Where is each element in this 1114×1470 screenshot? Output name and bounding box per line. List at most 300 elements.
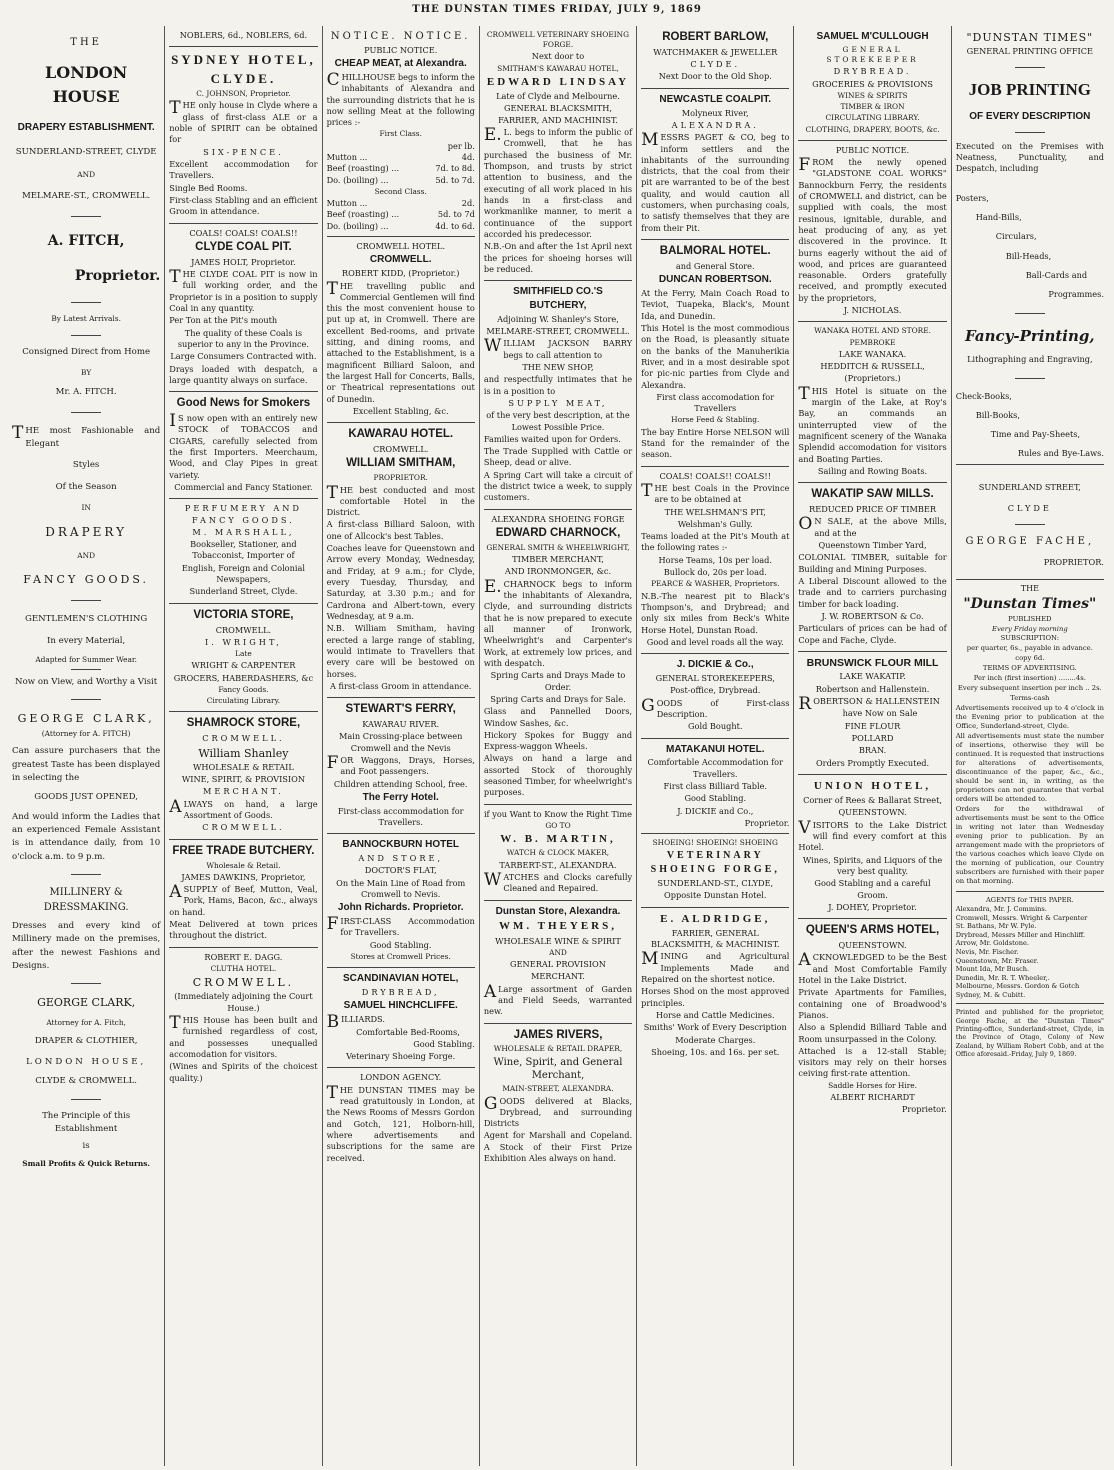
ad-line: Robertson and Hallenstein. [815, 683, 930, 694]
ad-line: Small Profits & Quick Returns. [22, 1158, 150, 1168]
ad-line: LONDON AGENCY. [360, 1072, 442, 1083]
ad-text: N.B.-The nearest pit to Black's Thompson's, and Drybread; and only six miles from Beck's White Horse Hotel, Dunstan Road. [641, 590, 790, 635]
column-1 [8, 26, 165, 1466]
ad-line: Lithographing and Engraving, [967, 354, 1093, 365]
ad-text: Agent for Marshall and Copeland. A Stock of their First Prize Exhibition Ales always on hand. [483, 1130, 633, 1164]
ad-heading: John Richards. Proprietor. [337, 902, 464, 914]
ad-heading: SMITHFIELD CO.'S BUTCHERY, [513, 286, 603, 311]
ad-text: E.CHARNOCK begs to inform the inhabitants of Alexandra, Clyde, and surrounding districts that he is now prepared to execute all manner of Ironwork, Wheelwright's and Carpenter's Work, at extremely low prices, and with despatch. [483, 576, 633, 668]
ad-line: First class accomodation for Travellers [656, 391, 775, 414]
ad-line: JAMES HOLT, Proprietor. [191, 256, 296, 267]
ad-text: ALarge assortment of Garden and Field Seeds, warranted new. [483, 981, 633, 1017]
smithfield-butchery-ad [484, 281, 632, 510]
ad-line: Circulating Library. [206, 696, 281, 706]
wanaka-hotel-ad [798, 322, 946, 483]
price-row [327, 198, 475, 209]
ad-line: COALS! COALS!! COALS!! [659, 470, 771, 481]
ad-line: J. W. ROBERTSON & Co. [821, 610, 924, 621]
ad-line: Good Stabling. [369, 939, 432, 950]
price-row [327, 152, 475, 163]
agent-item: Sydney, M. & Cubitt. [955, 990, 1026, 999]
column-3 [323, 26, 480, 1466]
price-value: 4d. [461, 152, 475, 162]
ad-line: CROMWELL VETERINARY SHOEING FORGE. [486, 30, 630, 50]
ad-heading: WAKATIP SAW MILLS. [811, 488, 934, 501]
kawarau-hotel-ad [327, 423, 475, 698]
ad-text: WATCHES and Clocks carefully Cleaned and Repaired. [483, 869, 633, 894]
ad-line: CLYDE & CROMWELL. [35, 1076, 138, 1087]
ad-line: Late of Clyde and Melbourne. [496, 91, 620, 102]
ad-line: (Immediately adjoining the Court House.) [174, 991, 313, 1013]
queens-arms-hotel-ad [798, 919, 946, 1119]
ad-text: MINING and Agricultural Implements Made and Repaired on the shortest notice. [641, 949, 790, 985]
ad-line: NOBLERS, 6d., NOBLERS, 6d. [179, 30, 308, 40]
ad-heading: VETERINARY SHOEING FORGE, [650, 850, 780, 876]
dunstan-store-ad [484, 901, 632, 1024]
ad-line: SUNDERLAND-ST., CLYDE, [657, 878, 774, 889]
ad-text: Always on hand a large and assorted Stock of thoroughly seasoned Timber, for wheelwright's purposes. [483, 753, 633, 798]
ad-text: ASUPPLY of Beef, Mutton, Veal, Pork, Hams, Bacon, &c., always on hand. [169, 882, 318, 917]
stewarts-ferry-ad [327, 698, 475, 834]
ad-line: COALS! COALS! COALS!! [189, 227, 298, 238]
ad-line: have Now on Sale [842, 708, 918, 719]
ad-line: CROMWELL. [373, 444, 429, 455]
ad-text: VISITORS to the Lake District will find every comfort at this Hotel. [798, 817, 947, 853]
ad-text: IS now open with an entirely new STOCK of TOBACCOS and CIGARS, carefully selected from the first Importers. Meerchaum, Wood, and Clay Pipes in great variety. [169, 411, 318, 480]
ad-line: CLYDE [1007, 503, 1052, 514]
balmoral-hotel-ad [641, 240, 789, 467]
ad-line: CLUTHA HOTEL. [210, 963, 277, 973]
ad-text: COLONIAL TIMBER, suitable for Building and Mining Purposes. [798, 552, 947, 574]
ad-line: of the very best description, at the Lowest Possible Price. [486, 410, 630, 432]
ad-line: AND [549, 947, 567, 957]
ad-line: CLOTHING, DRAPERY, BOOTS, &c. [805, 124, 940, 134]
ad-text: THE best Coals in the Province are to be obtained at [641, 480, 790, 505]
ad-heading: "DUNSTAN TIMES" [966, 31, 1094, 44]
martin-watchmaker-ad [484, 805, 632, 901]
victoria-store-ad [169, 604, 317, 713]
ad-heading: KAWARAU HOTEL. [348, 428, 454, 441]
ad-text: Excellent accommodation for Travellers. [169, 158, 318, 181]
ad-line: Adapted for Summer Wear. [35, 655, 137, 665]
ad-text: First-class Stabling and an efficient Groom in attendance. [169, 194, 318, 217]
ad-heading: AGENTS for THIS PAPER. [986, 895, 1074, 904]
ad-heading: Good News for Smokers [176, 397, 311, 410]
ad-line: Molyneux River, [681, 107, 749, 118]
ad-heading: The Ferry Hotel. [362, 791, 439, 803]
ad-line: Every Friday morning [991, 624, 1068, 633]
ad-line: Veterinary Shoeing Forge. [346, 1051, 456, 1062]
ad-line: Proprietor. [901, 1104, 947, 1115]
ad-heading: DRAPERY [45, 525, 128, 540]
ad-line: Consigned Direct from Home [22, 346, 151, 357]
ad-line: GENERAL STOREKEEPER [826, 44, 919, 65]
dickie-storekeepers-ad [641, 654, 789, 738]
ad-heading: BANNOCKBURN HOTEL [342, 839, 460, 851]
agent-item: Dunedin, Mr. R. T. Wheeler,. [955, 973, 1050, 982]
ad-line: WINES & SPIRITS [837, 90, 908, 100]
ad-line: Wines, Spirits, and Liquors of the very best quality. [802, 854, 943, 876]
ad-line: Every subsequent insertion per inch .. 2s. [957, 684, 1102, 693]
notice-ad [327, 26, 475, 237]
perfumery-ad [169, 499, 317, 604]
ad-line: By Latest Arrivals. [51, 314, 121, 324]
ad-heading: SAMUEL M'CULLOUGH [816, 31, 929, 42]
ad-text: A first-class Billiard Saloon, with one of Allcock's best Tables. [326, 519, 475, 541]
welshmans-pit-ad [641, 467, 789, 655]
ad-line: Stores at Cromwell Prices. [350, 952, 451, 962]
ad-line: SHOEING! SHOEING! SHOEING [652, 838, 778, 848]
ad-line: Mr. A. FITCH. [55, 387, 117, 398]
ad-line: WRIGHT & CARPENTER [191, 660, 296, 671]
ad-line: SIX-PENCE. [203, 146, 284, 157]
ad-heading: W. B. MARTIN, [500, 833, 616, 846]
column-4 [480, 26, 637, 1466]
price-row [327, 163, 475, 174]
ad-line: HEDDITCH & RUSSELL, [820, 361, 925, 372]
ad-line: CROMWELL. [215, 624, 272, 635]
ad-text: Executed on the Premises with Neatness, Punctuality, and Despatch, including [955, 140, 1104, 174]
ad-line: PROPRIETOR. [373, 473, 428, 483]
ad-line: J. DICKIE and Co., [677, 805, 754, 816]
ad-line: AND IRONMONGER, &c. [504, 566, 612, 577]
ad-heading: EDWARD CHARNOCK, [495, 527, 621, 540]
ad-heading: UNION HOTEL, [813, 779, 932, 792]
ad-line: Posters, [955, 192, 989, 203]
ad-heading: Dunstan Store, Alexandra. [495, 905, 621, 917]
ad-line: ROBERT E. DAGG. [204, 951, 283, 962]
divider [1015, 378, 1045, 379]
ad-line: Horse Teams, 10s per load. [658, 554, 772, 565]
ad-line: Sunderland Street, Clyde. [189, 586, 298, 597]
ad-line: Bullock do, 20s per load. [663, 567, 767, 578]
scandinavian-hotel-ad [327, 968, 475, 1068]
column-2 [165, 26, 322, 1466]
ad-text: Dresses and every kind of Millinery made on the premises, after the newest Fashions and Designs. [12, 920, 161, 971]
ad-line: MERCHANT. [202, 786, 284, 797]
ad-line: Moderate Charges. [675, 1034, 756, 1045]
ad-line: CIRCULATING LIBRARY. [825, 113, 920, 123]
ad-line: Horse Feed & Stabling. [671, 415, 760, 425]
ad-text: GOODS delivered at Blacks, Drybread, and surrounding Districts [483, 1093, 633, 1129]
price-value: 5d. to 7d [437, 209, 475, 220]
ad-heading: A. FITCH, [47, 232, 125, 249]
ad-line: ROBERT KIDD, (Proprietor.) [341, 268, 460, 279]
ad-heading: Fancy-Printing, [965, 326, 1095, 345]
ad-text: Horses Shod on the most approved principles. [641, 986, 790, 1008]
ad-text: Advertisements received up to 4 o'clock in the Evening prior to publication at the Office, Sunderland-street, Clyde. [955, 704, 1104, 731]
ad-line: GO TO [545, 821, 571, 830]
ad-line: POLLARD [851, 732, 894, 743]
ad-heading: ROBERT BARLOW, [662, 31, 769, 43]
ad-line: WHOLESALE & RETAIL [192, 761, 294, 772]
printing-office-ad [956, 26, 1104, 465]
divider [1015, 67, 1045, 68]
ad-heading: WILLIAM SMITHAM, [346, 457, 456, 470]
clyde-coal-pit-ad [169, 224, 317, 393]
ad-line: QUEENSTOWN. [838, 940, 907, 951]
ad-line: Saddle Horses for Hire. [828, 1080, 917, 1090]
divider [71, 874, 101, 875]
ad-text: FIRST-CLASS Accommodation for Travellers. [326, 914, 475, 938]
imprint [956, 1004, 1104, 1063]
ad-text: Drays loaded with despatch, a large quantity always on surface. [169, 363, 318, 385]
ad-line: PUBLIC NOTICE. [835, 144, 910, 155]
ad-line: Orders Promptly Executed. [815, 757, 930, 768]
matakanui-hotel-ad [641, 739, 789, 835]
ad-heading: FANCY GOODS. [23, 573, 149, 587]
price-value: 2d. [461, 198, 475, 209]
sydney-hotel-ad [169, 47, 317, 223]
agent-item: Queenstown, Mr. Fraser. [955, 956, 1039, 965]
ad-text: GOODS of First-class Description. [641, 695, 790, 719]
ad-text: Private Apartments for Families, containing one of Broadwood's Pianos. [798, 987, 947, 1020]
ad-line: WANAKA HOTEL AND STORE. [814, 326, 931, 336]
ad-line: LAKE WAKATIP. [839, 671, 906, 682]
george-fache-ad [956, 465, 1104, 580]
divider [71, 216, 101, 217]
ad-text: FOR Waggons, Drays, Horses, and Foot passengers. [326, 752, 475, 777]
ad-line: English, Foreign and Colonial Newspapers, [181, 562, 306, 585]
ad-text: And would inform the Ladies that an experienced Female Assistant is in attendance daily, from 10 o'clock a.m. to 9 p.m. [12, 811, 161, 862]
ad-line: GENERAL SMITH & WHEELWRIGHT, [486, 542, 630, 552]
ad-heading: CHEAP MEAT, at Alexandra. [334, 58, 467, 70]
agent-item: Mount Ida, Mr Busch. [955, 965, 1030, 974]
divider [71, 600, 101, 601]
ad-line: PUBLIC NOTICE. [364, 44, 438, 55]
london-house-ad [12, 26, 160, 1174]
ad-heading: MATAKANUI HOTEL. [666, 743, 765, 755]
ad-line: Large Consumers Contracted with. [170, 351, 317, 362]
ad-line: WATCHMAKER & JEWELLER [653, 46, 778, 57]
ad-line: Children attending School, free. [333, 778, 468, 789]
ad-line: Good Stabling and a careful Groom. [814, 878, 931, 900]
ad-text: ON SALE, at the above Mills, and at the [798, 514, 947, 538]
ad-line: Wholesale & Retail. [206, 860, 281, 870]
ad-line: TARBERT-ST., ALEXANDRA. [499, 859, 617, 870]
ad-heading: DUNCAN ROBERTSON. [658, 274, 772, 286]
ad-line: TIMBER MERCHANT, [512, 554, 604, 565]
ad-line: TIMBER & IRON [840, 102, 905, 112]
ad-text: THE best conducted and most comfortable Hotel in the District. [326, 482, 475, 518]
ad-line: IN [81, 502, 91, 512]
price-item: Mutton ... [326, 152, 368, 162]
ad-line: BRAN. [858, 745, 887, 756]
ad-heading: BRUNSWICK FLOUR MILL [806, 656, 939, 669]
ad-line: WINE, SPIRIT, & PROVISION [181, 774, 306, 785]
ad-line: Adjoining W. Shanley's Store, [497, 313, 619, 324]
ad-text: THE travelling public and Commercial Gentlemen will find this the most convenient house to put up at, in Cromwell. There are excellent Bed-rooms, and private sitting, and dining rooms, and attached to the Establishment, is a magnificent Billiard Saloon, and the largest Hall for Concerts, Balls, or Theatrical representations out of Dunedin. [326, 278, 475, 404]
ad-line: THE WELSHMAN'S PIT, [664, 506, 766, 517]
ad-line: In every Material, [46, 635, 126, 646]
cromwell-hotel-ad [327, 237, 475, 423]
clyde-shoeing-forge-ad [641, 834, 789, 907]
price-value: 5d. to 7d. [435, 174, 475, 185]
ad-text: At the Ferry, Main Coach Road to Teviot, Tuapeka, Black's, Mount Ida, and Dunedin. [641, 288, 790, 321]
ad-line: DRAPER & CLOTHIER, [34, 1035, 138, 1046]
ad-text: Teams loaded at the Pit's Mouth at the following rates :- [641, 531, 790, 553]
clutha-hotel-ad [169, 948, 317, 1089]
ad-heading: CLYDE COAL PIT. [195, 240, 292, 253]
ad-line: On the Main Line of Road from Cromwell to Nevis. [336, 877, 466, 900]
ad-line: SUNDERLAND-STREET, CLYDE [15, 146, 157, 157]
brunswick-flour-mill-ad [798, 652, 946, 775]
ad-heading: OF EVERY DESCRIPTION [969, 110, 1091, 122]
ad-heading: SCANDINAVIAN HOTEL, [343, 973, 459, 985]
ad-heading: NOTICE. NOTICE. [330, 31, 471, 42]
divider [1015, 524, 1045, 525]
ad-text: ROBERTSON & HALLENSTEIN [798, 694, 940, 715]
ad-line: PUBLISHED [1008, 614, 1052, 623]
ad-line: PROPRIETOR. [1043, 557, 1104, 568]
ad-text: MESSRS PAGET & CO, beg to inform settlers and the inhabitants of the surrounding districts, that the coal from their pit are warranted to be of the best quality, and would caution all customers, when purchasing coals, to satisfy themselves that they are from their Pit. [641, 130, 790, 233]
ad-text: ACKNOWLEDGED to be the Best and Most Comfortable Family Hotel in the Lake District. [798, 950, 947, 985]
ad-text: Particulars of prices can be had of Cope and Fache, Clyde. [798, 623, 947, 645]
ad-heading: QUEEN'S ARMS HOTEL, [805, 924, 940, 937]
divider [71, 412, 101, 413]
masthead: THE DUNSTAN TIMES FRIDAY, JULY 9, 1869 [412, 4, 702, 15]
divider [71, 983, 101, 984]
ad-heading: PERFUMERY AND FANCY GOODS. [184, 503, 302, 525]
ad-line: Proprietor. [744, 817, 790, 828]
ad-line: J. NICHOLAS. [843, 305, 902, 316]
ad-line: per quarter, 6s., payable in advance. [966, 644, 1093, 653]
ad-text: Also a Splendid Billiard Table and Room unsurpassed in the Colony. [798, 1022, 947, 1044]
ad-text: The bay Entire Horse NELSON will Stand for the remainder of the season. [641, 426, 790, 460]
ad-line: The quality of these Coals is superior to any in the Province. [177, 327, 309, 349]
ad-line: Smiths' Work of Every Description [643, 1022, 787, 1033]
ad-heading: JOB PRINTING [968, 80, 1091, 100]
ad-heading: LONDON HOUSE [45, 62, 128, 107]
ad-heading: CROMWELL. [369, 254, 432, 266]
ad-text: Glass and Pannelled Doors, Window Sashes, &c. [483, 706, 633, 728]
ad-text: BILLIARDS. [326, 1012, 385, 1033]
price-item: Beef (roasting) ... [326, 209, 400, 220]
ad-heading: STEWART'S FERRY, [345, 703, 456, 716]
ad-text: A Liberal Discount allowed to the trade and to carriers purchasing timber for back loading. [798, 576, 947, 609]
ad-line: PEARCE & WASHER, Proprietors. [651, 579, 780, 589]
ad-line: Sailing and Rowing Boats. [817, 465, 928, 476]
ad-line: WHOLESALE WINE & SPIRIT [495, 935, 621, 946]
ad-text: Coaches leave for Queenstown and Arrow every Monday, Wednesday, and Friday, at 9 a.m.; for Clyde, every Tuesday, Thursday, and Saturday, at 3.30 p.m.; and for Cardrona and Albert-town, every Wednesday, at 9 a.m. [326, 543, 475, 621]
ad-line: per lb. [447, 140, 475, 151]
ad-line: Now on View, and Worthy a Visit [15, 676, 158, 687]
ad-line: (Attorney for A. FITCH) [41, 728, 131, 738]
ad-heading: NEWCASTLE COALPIT. [659, 93, 772, 105]
price-item: Mutton ... [326, 198, 368, 209]
ad-line: I. WRIGHT, [205, 636, 282, 647]
agent-item: Cromwell, Messrs. Wright & Carpenter [955, 913, 1088, 922]
ad-text: FROM the newly opened "GLADSTONE COAL WORKS" Bannockburn Ferry, the residents of CROMWELL and district, can be supplied with coals, the most resinous, ignitable, durable, and heat producing of any, as yet discovered in the province. It burns eagerly without the aid of wood, and prices are guaranteed reasonable. Orders gratefully received, and promptly executed by the proprietors, [798, 155, 947, 303]
ad-text: THIS Hotel is situate on the margin of the Lake, at Roy's Bay, an commands an uninterrupted view of the magnificent scenery of the Wanaka Splendid accomodation for visitors and Boating Parties. [798, 383, 947, 464]
ad-line: Fancy Goods. [218, 685, 269, 695]
ad-line: DOCTOR'S FLAT, [364, 865, 437, 876]
ad-line: FARRIER, GENERAL BLACKSMITH, & MACHINIST. [651, 927, 780, 950]
ad-text: THE only house in Clyde where a glass of first-class ALE or a noble of SPIRIT can be obtained for [169, 98, 318, 145]
ad-line: DRYBREAD. [833, 66, 912, 77]
ad-line: THE NEW SHOP, [522, 361, 594, 372]
agent-item: Melbourne, Messrs. Gordon & Gotch [955, 982, 1080, 991]
ad-line: Shoeing, 10s. and 16s. per set. [651, 1046, 780, 1057]
ad-line: CLYDE. [690, 59, 741, 70]
ad-line: Per inch (first insertion) ........4s. [973, 674, 1086, 683]
ad-line: LAKE WANAKA. [838, 348, 907, 359]
ad-line: GOODS JUST OPENED, [34, 792, 138, 803]
ad-line: Check-Books, [955, 390, 1012, 401]
ad-line: Horse and Cattle Medicines. [655, 1010, 775, 1021]
ad-line: Post-office, Drybread. [670, 685, 761, 696]
ad-text: THIS House has been built and furnished regardless of cost, and possesses unequalled accomodation for visitors. [169, 1012, 318, 1059]
ad-line: Opposite Dunstan Hotel. [664, 890, 767, 901]
divider [71, 699, 101, 700]
ad-heading: GEORGE CLARK, [17, 711, 155, 725]
ad-line: SUBSCRIPTION: [1000, 634, 1060, 643]
ad-line: THE [1020, 583, 1039, 593]
ad-line: Good Stabling. [684, 793, 747, 804]
ad-line: WHOLESALE & RETAIL DRAPER, [493, 1044, 623, 1054]
ad-heading: EDWARD LINDSAY [486, 75, 630, 88]
ad-line: GROCERIES & PROVISIONS [812, 78, 933, 89]
ad-line: ALEXANDRA. [671, 119, 759, 130]
agent-item: Drybread, Messrs Miller and Hinchliff. [955, 930, 1086, 939]
ad-line: GENERAL BLACKSMITH, FARRIER, AND MACHINIST. [498, 103, 618, 125]
ad-text: N.B.-On and after the 1st April next the prices for shoeing horses will be reduced. [483, 241, 633, 274]
ad-text: N.B. William Smitham, having erected a large range of stabling, would intimate to Travellers that every care will be bestowed on horses. [326, 623, 475, 679]
ad-line: THE [70, 37, 102, 48]
ad-text: THE most Fashionable and Elegant [12, 422, 161, 449]
ad-text: Per Ton at the Pit's mouth [169, 315, 278, 326]
ad-line: Terms-cash [1010, 694, 1050, 703]
ad-line: SMITHAM'S KAWARAU HOTEL, [497, 63, 619, 73]
newspaper-columns [8, 26, 1108, 1466]
ad-heading: SHAMROCK STORE, [186, 717, 301, 730]
mccullough-store-ad [798, 26, 946, 141]
price-item: Do. (boiling) ... [326, 174, 389, 185]
ad-line: CROMWELL HOTEL. [356, 241, 446, 252]
london-agency-ad [327, 1068, 475, 1169]
ad-text: WILLIAM JACKSON BARRY begs to call attention to [483, 336, 633, 360]
ad-line: JAMES DAWKINS, Proprietor, [181, 871, 306, 882]
divider [71, 669, 101, 670]
divider [71, 302, 101, 303]
james-rivers-ad [484, 1024, 632, 1170]
smokers-ad [169, 392, 317, 499]
alexandra-shoeing-forge-ad [484, 510, 632, 805]
price-row [327, 175, 475, 186]
ad-heading: JAMES RIVERS, [513, 1028, 603, 1041]
ad-line: PEMBROKE [849, 337, 896, 347]
ad-line: ALBERT RICHARDT [830, 1092, 915, 1103]
ad-heading: Wine, Spirit, and General Merchant, [493, 1056, 623, 1082]
ad-heading: GEORGE CLARK, [37, 996, 136, 1010]
agents-list [956, 892, 1104, 1005]
ad-line: LONDON HOUSE, [26, 1056, 147, 1067]
ad-heading: E. ALDRIDGE, [660, 912, 771, 925]
ad-line: GROCERS, HABERDASHERS, &c [173, 672, 314, 683]
ad-text: E.L. begs to inform the public of Cromwell, that he has purchased the business of Mr. Thompson, and trusts by strict attention to business, and the executing of all work placed in his hands in a first-class and workmanlike manner, to merit a continuance of the support accorded his predecessor. [483, 125, 633, 239]
ad-heading: William Shanley [198, 746, 289, 760]
ad-heading: MILLINERY & DRESSMAKING. [43, 886, 129, 914]
ad-line: if you Want to Know the Right Time [483, 808, 633, 819]
nobblers-ad [169, 26, 317, 47]
ad-line: Spring Carts and Drays Made to Order. [490, 670, 626, 692]
column-6 [794, 26, 951, 1466]
ad-heading: CROMWELL. [192, 976, 295, 990]
ad-line: First Class. [379, 129, 422, 139]
ad-heading: J. DICKIE & Co., [676, 659, 754, 671]
ad-line: (Proprietors.) [844, 373, 901, 384]
ad-line: Of the Season [55, 481, 117, 492]
